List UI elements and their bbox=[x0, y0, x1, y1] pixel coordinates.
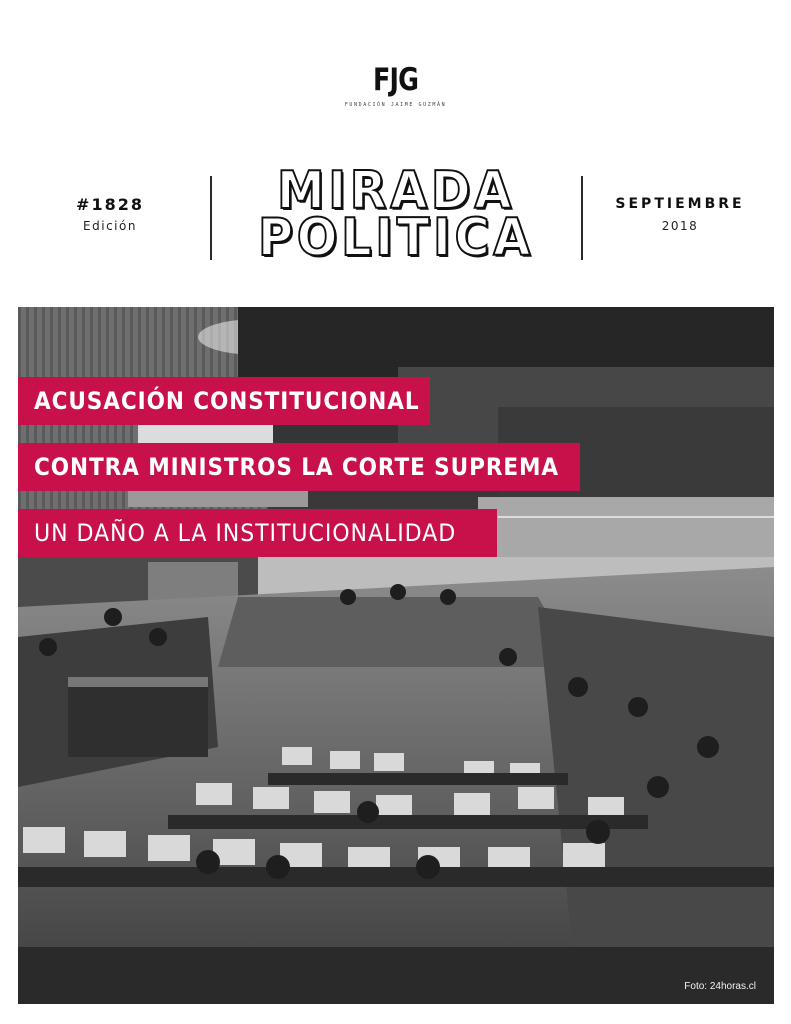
logo bbox=[0, 62, 791, 108]
divider-left bbox=[210, 176, 212, 260]
logo-subtitle: FUNDACIÓN JAIME GUZMÁN bbox=[344, 102, 447, 108]
headline-line-3: UN DAÑO A LA INSTITUCIONALIDAD bbox=[18, 509, 497, 557]
headline-line-1: ACUSACIÓN CONSTITUCIONAL bbox=[18, 377, 430, 425]
date-block bbox=[605, 196, 755, 233]
edition-label: Edición bbox=[83, 219, 137, 233]
divider-right bbox=[581, 176, 583, 260]
title-line-2: POLITICA bbox=[257, 208, 535, 268]
logo-mark: FJG bbox=[372, 62, 419, 98]
photo-credit: Foto: 24horas.cl bbox=[684, 981, 756, 992]
edition-number: #1828 bbox=[76, 195, 144, 214]
date-year: 2018 bbox=[661, 219, 699, 233]
date-month: SEPTIEMBRE bbox=[615, 196, 745, 212]
publication-title bbox=[220, 161, 572, 268]
edition-block bbox=[60, 195, 160, 233]
headline-line-2: CONTRA MINISTROS LA CORTE SUPREMA bbox=[18, 443, 580, 491]
title-line-1: MIRADA bbox=[276, 161, 516, 221]
